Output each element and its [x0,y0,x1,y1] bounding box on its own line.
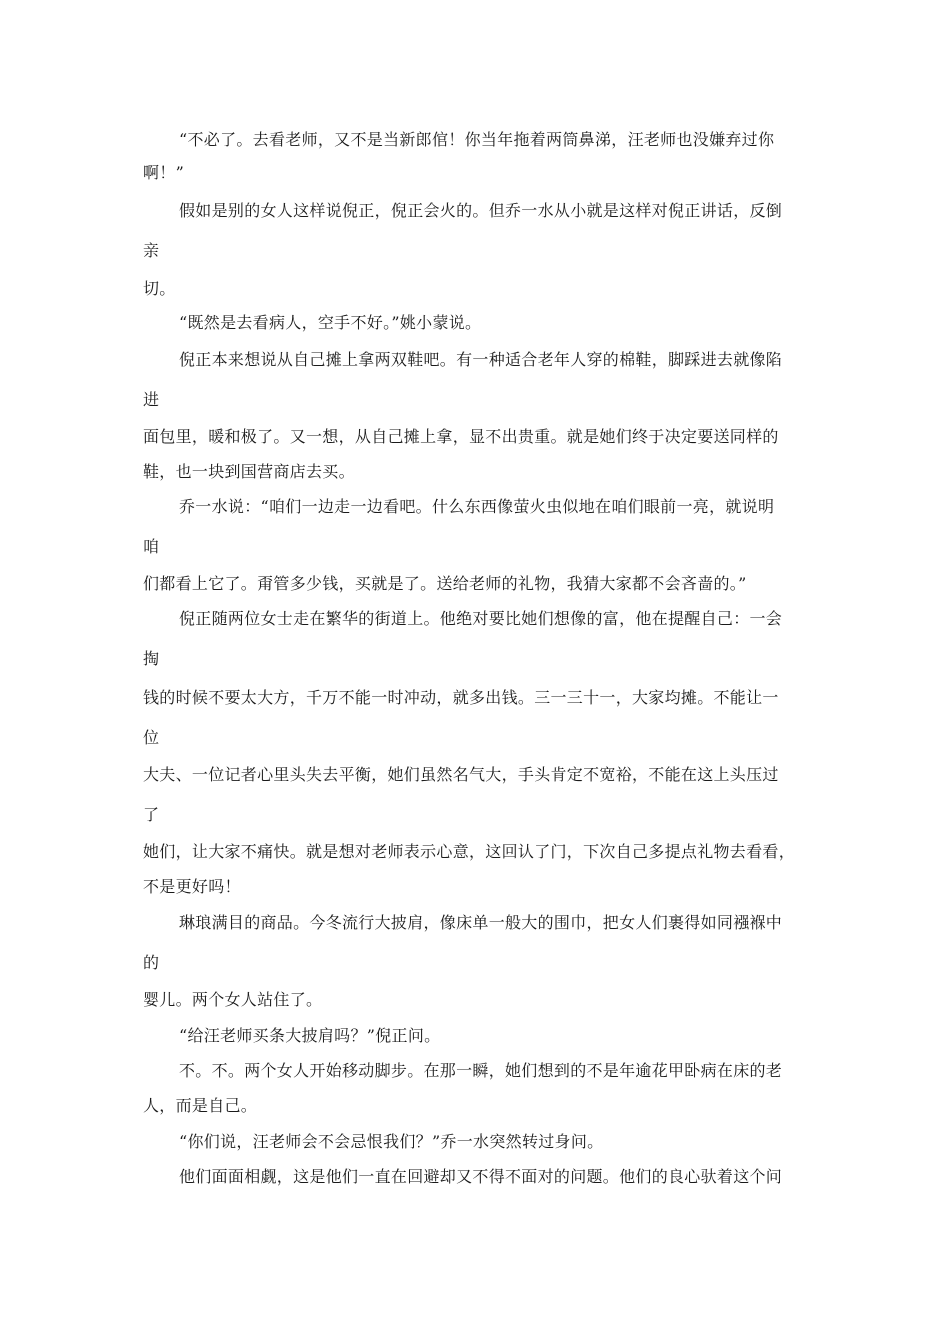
text-line: 咱 [143,537,160,556]
text-line: 切。 [143,279,176,298]
text-line: 们都看上它了。甭管多少钱，买就是了。送给老师的礼物，我猜大家都不会吝啬的。” [143,574,747,593]
text-line: 婴儿。两个女人站住了。 [143,990,323,1009]
text-line: 倪正随两位女士走在繁华的街道上。他绝对要比她们想像的富，他在提醒自己：一会 [179,609,783,628]
text-line: 面包里，暖和极了。又一想，从自己摊上拿，显不出贵重。就是她们终于决定要送同样的 [143,427,779,446]
text-line: 她们，让大家不痛快。就是想对老师表示心意，这回认了门，下次自己多提点礼物去看看， [143,842,796,861]
text-line: “你们说，汪老师会不会忌恨我们？”乔一水突然转过身问。 [179,1132,604,1151]
text-line: 进 [143,390,160,409]
text-line: 了 [143,805,160,824]
text-line: 掏 [143,649,160,668]
text-line: 假如是别的女人这样说倪正，倪正会火的。但乔一水从小就是这样对倪正讲话，反倒 [179,201,783,220]
text-line: 倪正本来想说从自己摊上拿两双鞋吧。有一种适合老年人穿的棉鞋，脚踩进去就像陷 [179,350,783,369]
text-line: 位 [143,728,160,747]
text-line: “不必了。去看老师，又不是当新郎倌！你当年拖着两筒鼻涕，汪老师也没嫌弃过你 [179,130,775,149]
text-line: 乔一水说：“咱们一边走一边看吧。什么东西像萤火虫似地在咱们眼前一亮，就说明 [179,497,775,516]
text-line: 不是更好吗！ [143,877,241,896]
text-line: “既然是去看病人，空手不好。”姚小蒙说。 [179,313,482,332]
text-line: 他们面面相觑，这是他们一直在回避却又不得不面对的问题。他们的良心驮着这个问 [179,1167,783,1186]
text-line: 亲 [143,241,160,260]
text-line: 大夫、一位记者心里头失去平衡，她们虽然名气大，手头肯定不宽裕，不能在这上头压过 [143,765,779,784]
text-line: 鞋，也一块到国营商店去买。 [143,462,355,481]
text-line: 钱的时候不要太大方，千万不能一时冲动，就多出钱。三一三十一，大家均摊。不能让一 [143,688,779,707]
text-line: 的 [143,953,160,972]
text-line: 琳琅满目的商品。今冬流行大披肩，像床单一般大的围巾，把女人们裹得如同襁褓中 [179,913,783,932]
text-line: 人，而是自己。 [143,1096,258,1115]
text-line: 不。不。两个女人开始移动脚步。在那一瞬，她们想到的不是年逾花甲卧病在床的老 [179,1061,783,1080]
text-line: “给汪老师买条大披肩吗？”倪正问。 [179,1026,441,1045]
text-line: 啊！” [143,163,185,182]
